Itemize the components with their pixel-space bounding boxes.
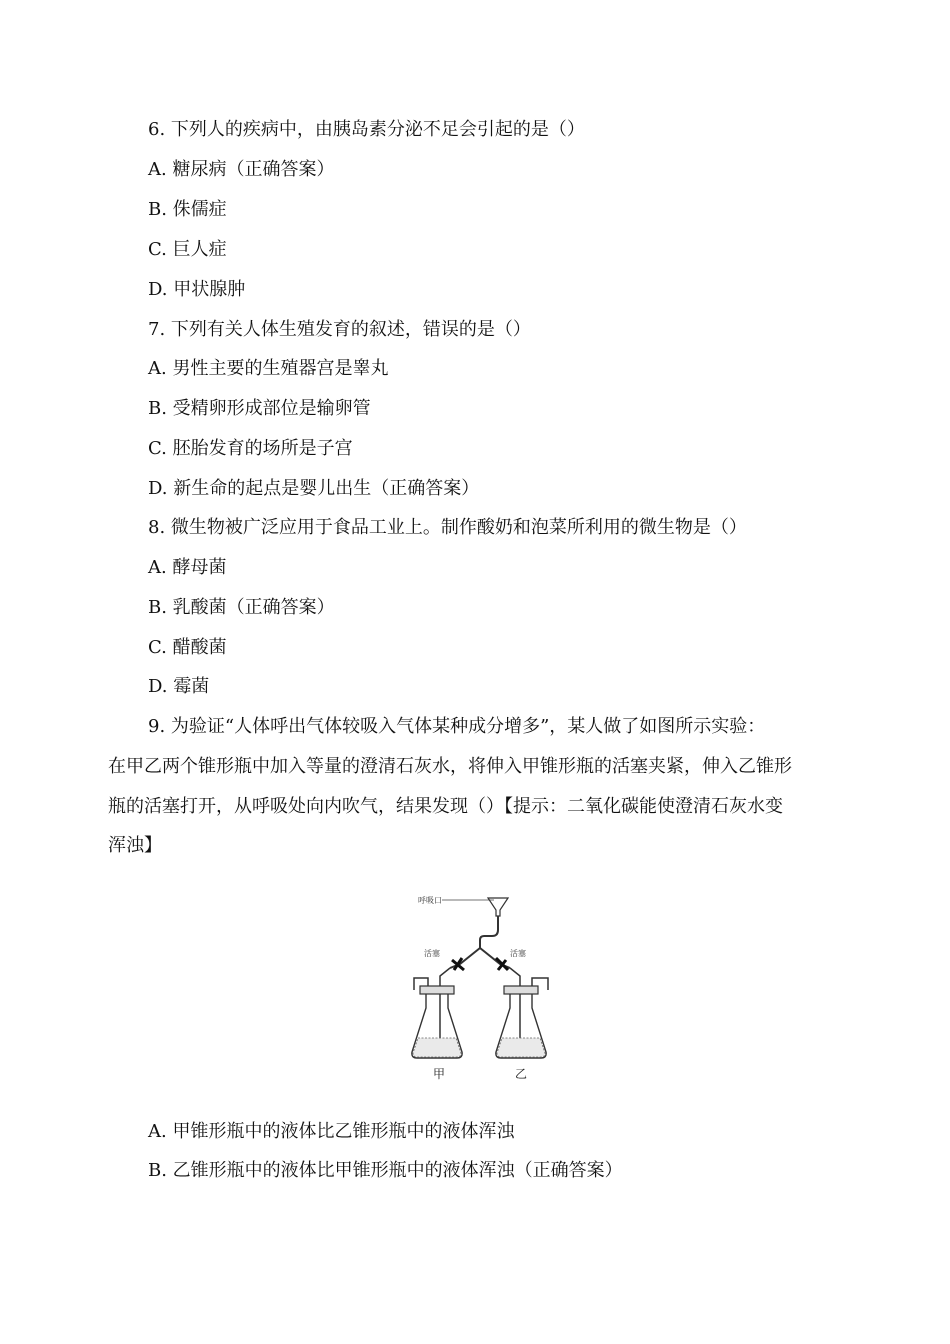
flask-yi-label: 乙 [515,1067,528,1081]
right-clamp-icon [496,958,508,970]
experiment-figure [408,890,553,1082]
right-stopper [504,986,538,994]
question-6-option-c: C. 巨人症 [148,239,227,260]
question-6-option-b: B. 侏儒症 [148,199,227,220]
question-8-option-a: A. 酵母菌 [148,557,227,578]
question-6-option-d: D. 甲状腺肿 [148,279,246,300]
left-limewater [413,1038,461,1057]
question-9-stem-line-3: 瓶的活塞打开，从呼吸处向内吹气，结果发现（）【提示：二氧化碳能使澄清石灰水变 [108,796,783,817]
question-7-option-d: D. 新生命的起点是婴儿出生（正确答案） [148,478,480,499]
question-8-option-b: B. 乳酸菌（正确答案） [148,597,335,618]
right-clamp-label: 活塞 [510,949,526,958]
question-7-option-b: B. 受精卵形成部位是输卵管 [148,398,371,419]
right-limewater [497,1038,545,1057]
left-clamp-icon [452,958,464,970]
question-7-option-a: A. 男性主要的生殖器宫是睾丸 [148,358,389,379]
right-branch-tube [480,948,510,968]
main-tube [480,916,498,948]
left-clamp-label: 活塞 [424,949,440,958]
question-7-option-c: C. 胚胎发育的场所是子宫 [148,438,353,459]
question-9-stem-line-1: 9. 为验证“人体呼出气体较吸入气体某种成分增多”，某人做了如图所示实验： [148,716,766,737]
question-6-stem: 6. 下列人的疾病中，由胰岛素分泌不足会引起的是（） [148,119,585,140]
question-9-stem-line-2: 在甲乙两个锥形瓶中加入等量的澄清石灰水，将伸入甲锥形瓶的活塞夹紧，伸入乙锥形 [108,756,792,777]
question-8-option-d: D. 霉菌 [148,676,210,697]
mouthpiece-label: 呼吸口 [418,896,442,905]
left-branch-tube [450,948,480,968]
question-8-stem: 8. 微生物被广泛应用于食品工业上。制作酸奶和泡菜所利用的微生物是（） [148,517,747,538]
question-7-stem: 7. 下列有关人体生殖发育的叙述，错误的是（） [148,319,531,340]
question-9-stem-line-4: 浑浊】 [108,835,162,856]
funnel-icon [488,898,508,916]
left-stopper [420,986,454,994]
question-9-option-b: B. 乙锥形瓶中的液体比甲锥形瓶中的液体浑浊（正确答案） [148,1160,623,1181]
flask-jia-label: 甲 [433,1067,446,1081]
question-8-option-c: C. 醋酸菌 [148,637,227,658]
question-6-option-a: A. 糖尿病（正确答案） [148,159,335,180]
question-9-option-a: A. 甲锥形瓶中的液体比乙锥形瓶中的液体浑浊 [148,1121,515,1142]
